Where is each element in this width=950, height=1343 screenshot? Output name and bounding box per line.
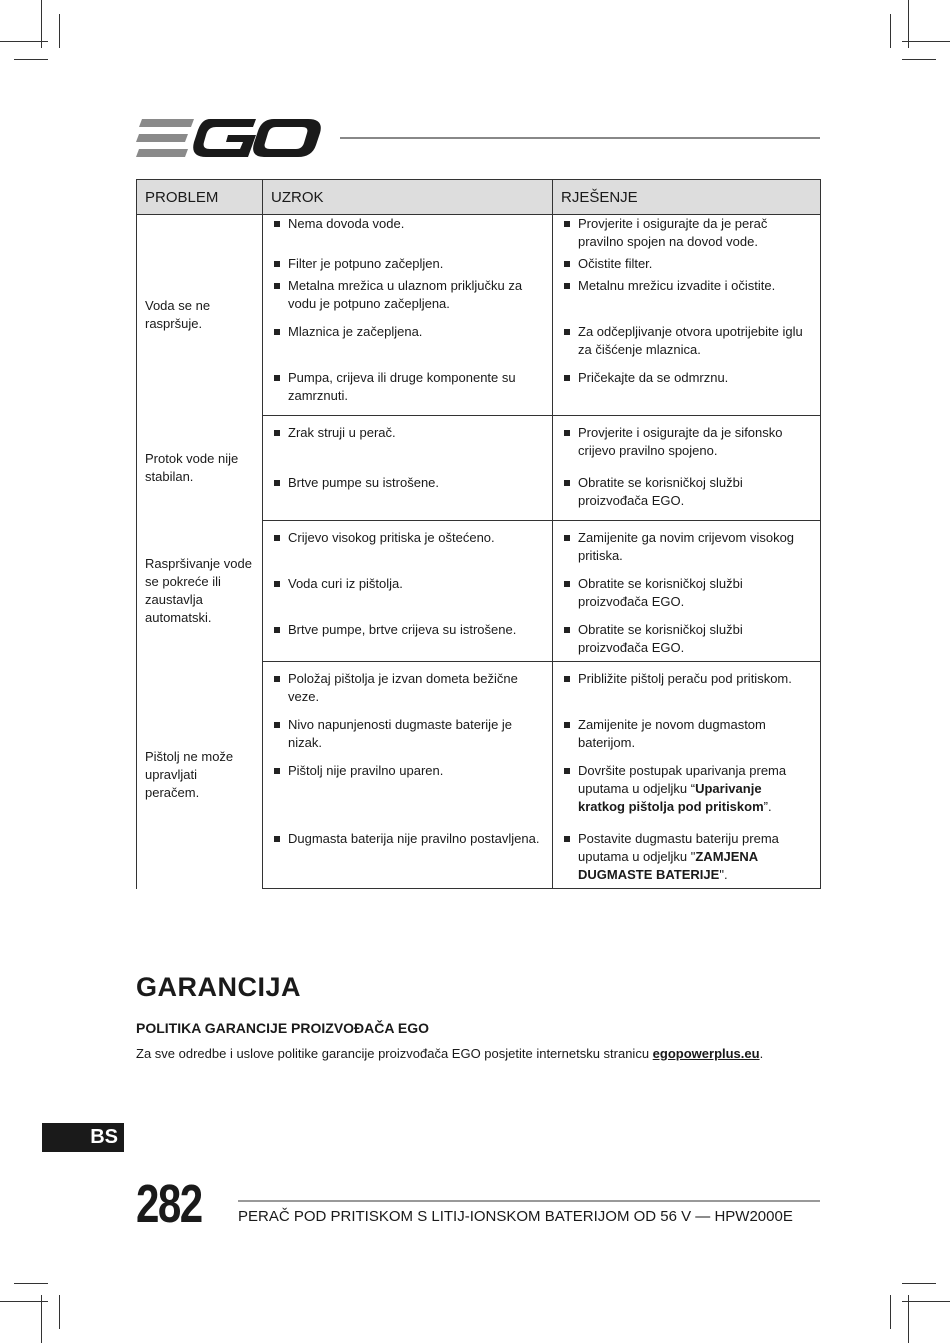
cause-item: Nivo napunjenosti dugmaste baterije je nizak.	[271, 716, 544, 752]
footer-rule	[238, 1200, 820, 1202]
language-tab: BS	[42, 1123, 124, 1152]
warranty-text	[136, 1046, 763, 1061]
solution-item: Metalnu mrežicu izvadite i očistite.	[561, 277, 812, 295]
table-row	[137, 521, 821, 572]
cause-item: Filter je potpuno začepljen.	[271, 255, 544, 273]
crop-mark	[902, 41, 950, 42]
warranty-text-end: .	[759, 1046, 764, 1061]
solution-item	[561, 762, 812, 816]
table-row	[137, 215, 821, 252]
warranty-title: GARANCIJA	[136, 972, 302, 1002]
cause-item: Metalna mrežica u ulaznom priključku za vodu je potpuno začepljena.	[271, 277, 544, 313]
solution-text: Postavite dugmastu bateriju prema uputama u odjeljku "	[578, 831, 779, 864]
solution-item: Provjerite i osigurajte da je sifonsko crijevo pravilno spojeno.	[561, 424, 812, 460]
crop-mark	[14, 59, 48, 60]
crop-mark	[908, 1295, 909, 1343]
crop-mark	[908, 0, 909, 48]
crop-mark	[902, 1301, 950, 1302]
header-problem: PROBLEM	[137, 180, 263, 215]
cause-item: Brtve pumpe, brtve crijeva su istrošene.	[271, 621, 544, 639]
cause-item: Brtve pumpe su istrošene.	[271, 474, 544, 492]
footer-doc-title: PERAČ POD PRITISKOM S LITIJ-IONSKOM BATERIJOM OD 56 V — HPW2000E	[238, 1208, 793, 1225]
solution-item: Obratite se korisničkoj službi proizvođača EGO.	[561, 474, 812, 510]
warranty-link[interactable]: egopowerplus.eu	[652, 1046, 760, 1061]
crop-mark	[902, 59, 936, 60]
solution-reference: Uparivanje kratkog pištolja pod pritiskom	[578, 781, 764, 814]
cause-item: Crijevo visokog pritiska je oštećeno.	[271, 529, 544, 547]
cause-item: Voda curi iz pištolja.	[271, 575, 544, 593]
solution-item: Približite pištolj peraču pod pritiskom.	[561, 670, 812, 688]
solution-item: Za odčepljivanje otvora upotrijebite iglu za čišćenje mlaznica.	[561, 323, 812, 359]
warranty-subtitle: POLITIKA GARANCIJE PROIZVOĐAČA EGO	[136, 1020, 429, 1036]
crop-mark	[890, 14, 891, 48]
table-header-row	[137, 180, 821, 215]
crop-mark	[41, 1295, 42, 1343]
header-solution: RJEŠENJE	[553, 180, 821, 215]
solution-item: Obratite se korisničkoj službi proizvođača EGO.	[561, 575, 812, 611]
crop-mark	[59, 1295, 60, 1329]
cause-item: Položaj pištolja je izvan dometa bežične veze.	[271, 670, 544, 706]
solution-item: Provjerite i osigurajte da je perač pravilno spojen na dovod vode.	[561, 215, 812, 251]
header-rule	[340, 137, 820, 139]
table-row	[137, 662, 821, 713]
solution-text: ”.	[763, 799, 772, 814]
problem-cell: Raspršivanje vode se pokreće ili zaustavlja automatski.	[137, 521, 263, 662]
solution-item: Pričekajte da se odmrznu.	[561, 369, 812, 387]
crop-mark	[890, 1295, 891, 1329]
page-number: 282	[136, 1174, 202, 1234]
warranty-text-body: Za sve odredbe i uslove politike garancije proizvođača EGO posjetite internetsku stranicu	[136, 1046, 653, 1061]
solution-text: ".	[719, 867, 728, 882]
header-cause: UZROK	[263, 180, 553, 215]
solution-reference: ZAMJENA DUGMASTE BATERIJE	[578, 849, 758, 882]
cause-item: Nema dovoda vode.	[271, 215, 544, 233]
crop-mark	[41, 0, 42, 48]
crop-mark	[59, 14, 60, 48]
solution-item: Obratite se korisničkoj službi proizvođača EGO.	[561, 621, 812, 657]
problem-cell: Voda se ne raspršuje.	[137, 215, 263, 416]
solution-item: Zamijenite je novom dugmastom baterijom.	[561, 716, 812, 752]
cause-item: Zrak struji u perač.	[271, 424, 544, 442]
cause-item: Mlaznica je začepljena.	[271, 323, 544, 341]
problem-cell: Pištolj ne može upravljati peračem.	[137, 662, 263, 889]
solution-item	[561, 830, 812, 884]
cause-item: Pumpa, crijeva ili druge komponente su zamrznuti.	[271, 369, 544, 405]
solution-item: Zamijenite ga novim crijevom visokog pritiska.	[561, 529, 812, 565]
cause-item: Dugmasta baterija nije pravilno postavljena.	[271, 830, 544, 848]
ego-logo	[136, 116, 322, 160]
table-row	[137, 416, 821, 471]
solution-text: Dovršite postupak uparivanja prema uputama u odjeljku “	[578, 763, 787, 796]
solution-item: Očistite filter.	[561, 255, 812, 273]
problem-cell: Protok vode nije stabilan.	[137, 416, 263, 521]
cause-item: Pištolj nije pravilno uparen.	[271, 762, 544, 780]
crop-mark	[902, 1283, 936, 1284]
crop-mark	[14, 1283, 48, 1284]
troubleshooting-table	[136, 179, 821, 889]
